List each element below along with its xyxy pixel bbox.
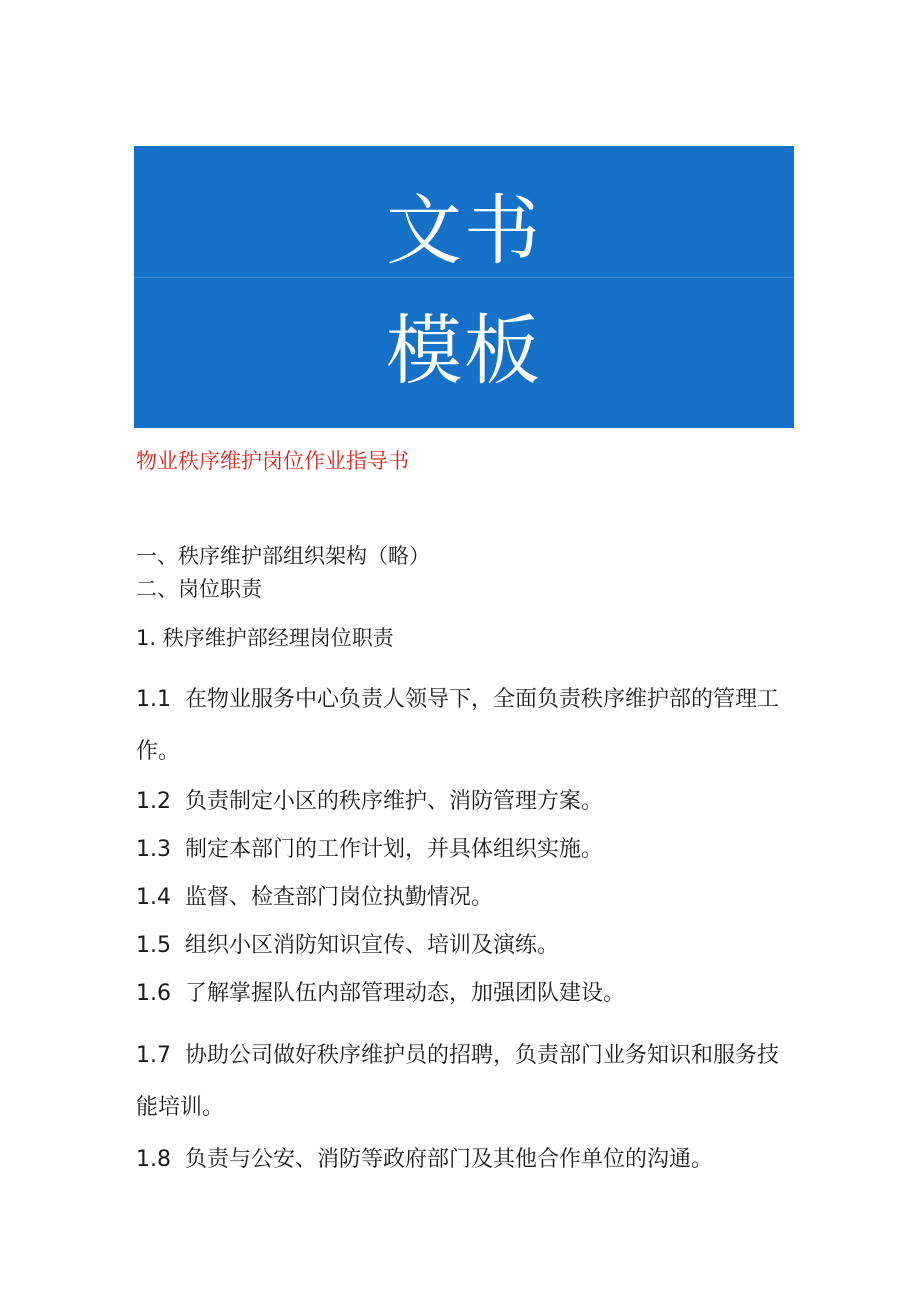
item-text: 组织小区消防知识宣传、培训及演练。 [185, 933, 560, 958]
section-heading-1: 一、秩序维护部组织架构（略） [136, 544, 430, 568]
item-number: 1.5 [136, 933, 171, 958]
item-number: 1.3 [136, 837, 171, 862]
list-item [136, 674, 796, 778]
banner-title-line-1: 文书 [386, 186, 542, 275]
list-item [136, 968, 796, 1020]
list-item [136, 1030, 796, 1134]
item-text: 在物业服务中心负责人领导下，全面负责秩序维护部的管理工作。 [136, 687, 780, 764]
item-text: 协助公司做好秩序维护员的招聘，负责部门业务知识和服务技能培训。 [136, 1043, 780, 1120]
item-number: 1.2 [136, 789, 171, 814]
item-text: 了解掌握队伍内部管理动态，加强团队建设。 [185, 981, 626, 1006]
list-item [136, 776, 796, 828]
subsection-heading: 1. 秩序维护部经理岗位职责 [136, 626, 394, 650]
item-number: 1.7 [136, 1043, 171, 1068]
banner-title-line-2: 模板 [386, 306, 542, 395]
section-heading-2: 二、岗位职责 [136, 577, 262, 601]
list-item [136, 872, 796, 924]
item-text: 监督、检查部门岗位执勤情况。 [185, 885, 494, 910]
cover-banner [134, 146, 794, 428]
item-number: 1.6 [136, 981, 171, 1006]
item-number: 1.4 [136, 885, 171, 910]
banner-divider [134, 277, 794, 278]
item-text: 负责与公安、消防等政府部门及其他合作单位的沟通。 [185, 1147, 714, 1172]
item-text: 制定本部门的工作计划，并具体组织实施。 [185, 837, 604, 862]
document-title: 物业秩序维护岗位作业指导书 [136, 449, 409, 473]
item-text: 负责制定小区的秩序维护、消防管理方案。 [185, 789, 604, 814]
list-item [136, 1134, 796, 1186]
item-number: 1.1 [136, 687, 171, 712]
item-number: 1.8 [136, 1147, 171, 1172]
list-item [136, 920, 796, 972]
list-item [136, 824, 796, 876]
